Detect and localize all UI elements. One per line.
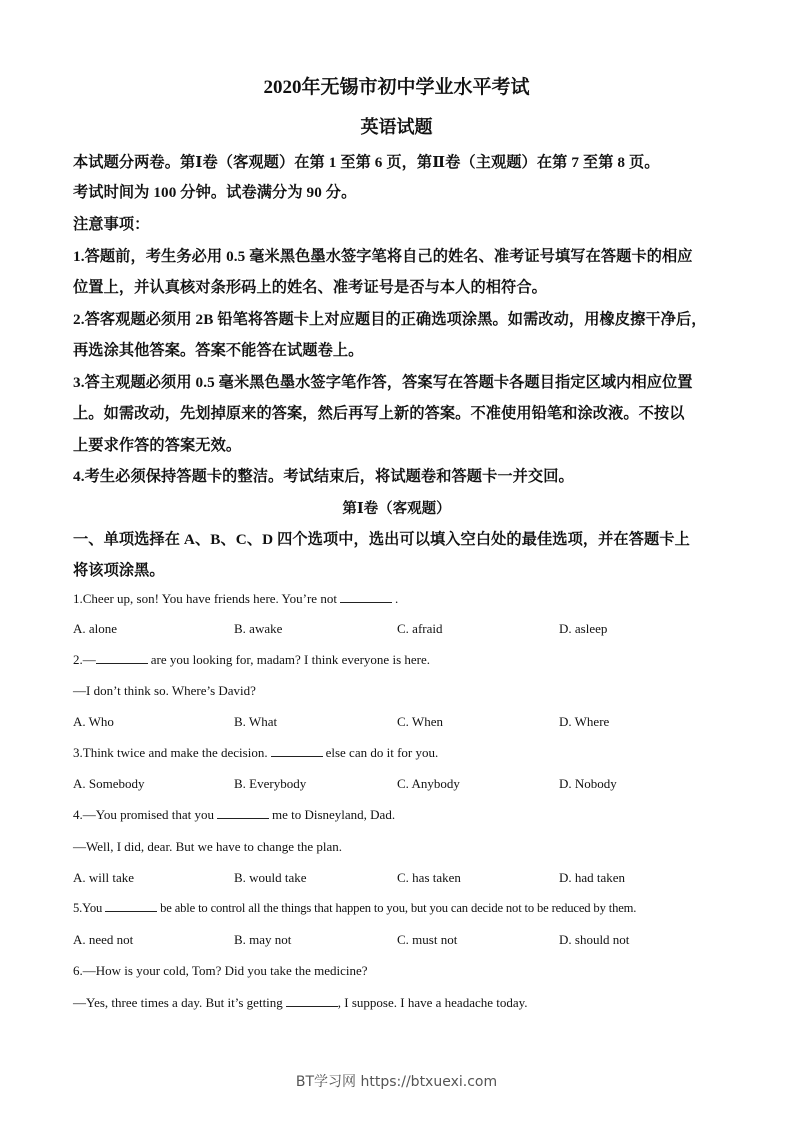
- option-d: D. should not: [559, 932, 630, 947]
- option-b: B. What: [234, 714, 278, 729]
- option-c: C. must not: [397, 932, 458, 947]
- notice-line: 再选涂其他答案。答案不能答在试题卷上。: [73, 342, 364, 359]
- option-b: B. may not: [234, 932, 292, 947]
- question-text: 5.You: [73, 901, 103, 915]
- question-text: 3.Think twice and make the decision.: [73, 745, 268, 760]
- question-text: me to Disneyland, Dad.: [271, 807, 396, 822]
- notice-line: 上。如需改动，先划掉原来的答案，然后再写上新的答案。不准使用铅笔和涂改液。不按以: [73, 405, 685, 422]
- footer-watermark: BT学习网 https://btxuexi.com: [295, 1074, 498, 1090]
- option-b: B. awake: [234, 621, 283, 636]
- notice-line: 1.答题前，考生务必用 0.5 毫米黑色墨水签字笔将自己的姓名、准考证号填写在答题卡的相应: [73, 248, 693, 265]
- intro-line: 考试时间为 100 分钟。试卷满分为 90 分。: [73, 184, 357, 201]
- question-text: , I suppose. I have a headache today.: [337, 995, 528, 1010]
- option-d: D. had taken: [559, 870, 626, 885]
- option-a: A. Who: [73, 714, 114, 729]
- option-b: B. would take: [234, 870, 307, 885]
- question-text: 4.—You promised that you: [73, 807, 214, 822]
- answer-blank: [340, 592, 392, 603]
- option-a: A. need not: [73, 932, 134, 947]
- question-text: —Yes, three times a day. But it’s getting: [73, 995, 283, 1010]
- answer-blank: [271, 746, 323, 757]
- option-c: C. When: [397, 714, 443, 729]
- option-d: D. Where: [559, 714, 610, 729]
- option-c: C. afraid: [397, 621, 443, 636]
- notice-line: 4.考生必须保持答题卡的整洁。考试结束后，将试题卷和答题卡一并交回。: [73, 468, 574, 485]
- option-a: A. will take: [73, 870, 135, 885]
- question-3-stem: [73, 745, 438, 761]
- question-6-stem: 6.—How is your cold, Tom? Did you take the medicine?: [73, 963, 368, 978]
- question-4-stem: [73, 807, 395, 823]
- answer-blank: [105, 901, 157, 912]
- question-text: 1.Cheer up, son! You have friends here. You’re not: [73, 591, 337, 606]
- notice-heading: 注意事项：: [73, 216, 150, 233]
- exam-subtitle: 英语试题: [360, 117, 433, 137]
- option-b: B. Everybody: [234, 776, 307, 791]
- option-d: D. asleep: [559, 621, 608, 636]
- notice-line: 上要求作答的答案无效。: [73, 437, 242, 454]
- answer-blank: [96, 653, 148, 664]
- option-a: A. alone: [73, 621, 118, 636]
- question-text: be able to control all the things that happen to you, but you can decide not to be reduced by them.: [160, 901, 637, 915]
- question-4-dialogue: —Well, I did, dear. But we have to change the plan.: [73, 839, 342, 854]
- section-title: 第Ⅰ卷（客观题）: [342, 501, 451, 517]
- question-2-dialogue: —I don’t think so. Where’s David?: [73, 683, 256, 698]
- question-5-stem: [73, 901, 636, 916]
- notice-line: 3.答主观题必须用 0.5 毫米黑色墨水签字笔作答，答案写在答题卡各题目指定区域内相应位置: [73, 374, 693, 391]
- option-c: C. has taken: [397, 870, 461, 885]
- exam-title: 2020年无锡市初中学业水平考试: [263, 77, 530, 98]
- intro-line: 本试题分两卷。第Ⅰ卷（客观题）在第 1 至第 6 页，第Ⅱ卷（主观题）在第 7 至第 8 页。: [73, 154, 660, 171]
- option-a: A. Somebody: [73, 776, 145, 791]
- question-2-stem: [73, 652, 430, 668]
- part-instruction: 将该项涂黑。: [73, 562, 165, 579]
- question-6-dialogue: [73, 995, 528, 1011]
- option-c: C. Anybody: [397, 776, 460, 791]
- answer-blank: [217, 808, 269, 819]
- notice-line: 位置上，并认真核对条形码上的姓名、准考证号是否与本人的相符合。: [73, 279, 547, 296]
- part-instruction: 一、单项选择在 A、B、C、D 四个选项中，选出可以填入空白处的最佳选项，并在答题卡上: [73, 531, 690, 548]
- question-1-stem: [73, 591, 398, 607]
- answer-blank: [286, 996, 338, 1007]
- question-text: 2.—: [73, 652, 96, 667]
- question-text: .: [394, 591, 399, 606]
- question-text: else can do it for you.: [325, 745, 439, 760]
- notice-line: 2.答客观题必须用 2B 铅笔将答题卡上对应题目的正确选项涂黑。如需改动，用橡皮擦干净后，: [73, 311, 707, 328]
- question-text: are you looking for, madam? I think everyone is here.: [150, 652, 430, 667]
- option-d: D. Nobody: [559, 776, 617, 791]
